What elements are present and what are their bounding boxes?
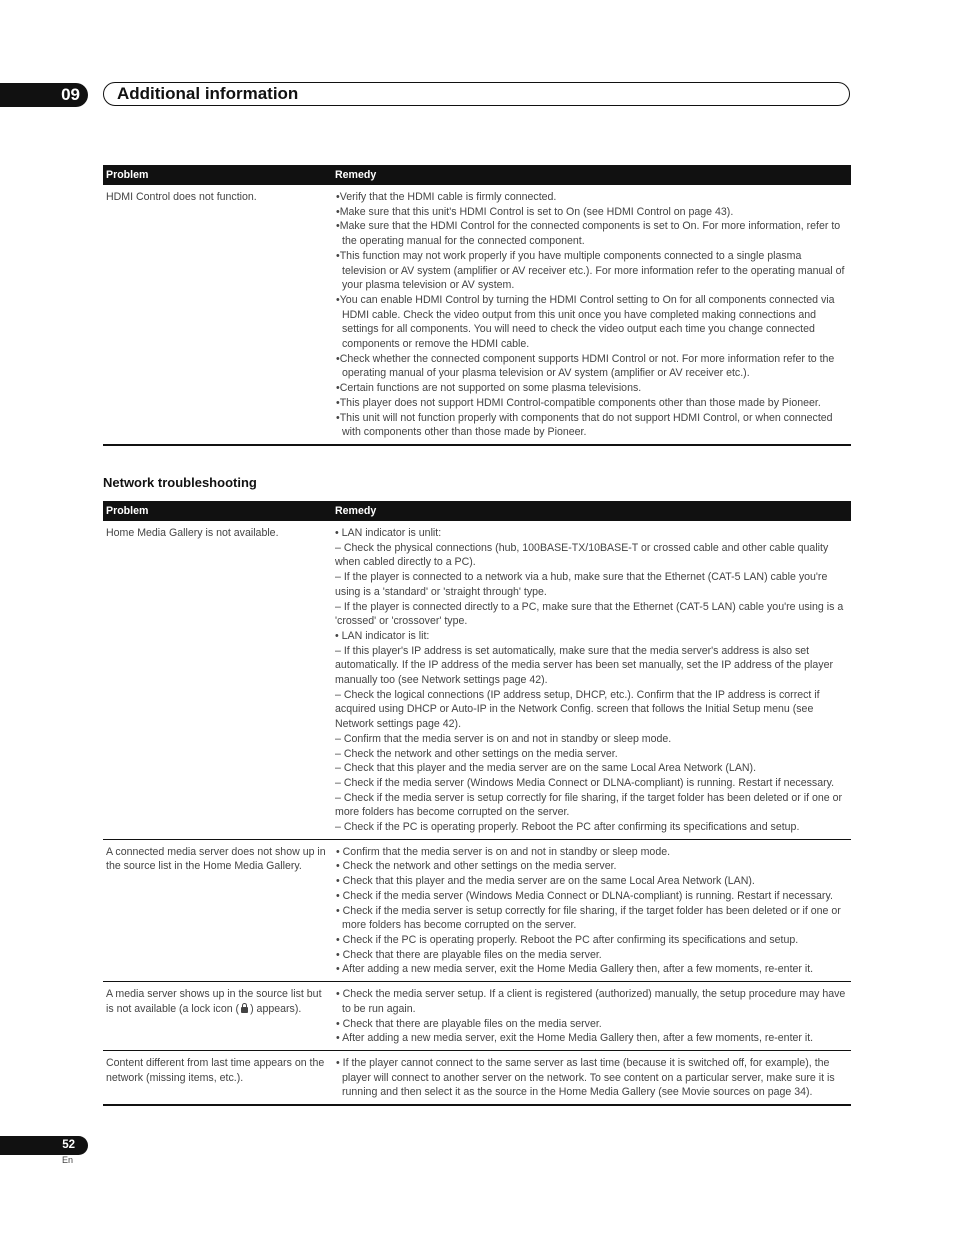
table-row: [103, 521, 851, 839]
remedy-column-header: Remedy: [332, 165, 851, 185]
chapter-tab: 09: [0, 83, 88, 107]
problem-cell: A connected media server does not show up in the source list in the Home Media Gallery.: [103, 839, 332, 981]
remedy-item: •Verify that the HDMI cable is firmly connected.: [336, 191, 557, 203]
problem-column-header: Problem: [103, 165, 332, 185]
table-row: [103, 1050, 851, 1105]
remedy-item: •Certain functions are not supported on some plasma televisions.: [336, 382, 642, 395]
remedy-item: – Confirm that the media server is on and not in standby or sleep mode.: [335, 732, 672, 745]
remedy-item: – Check if the PC is operating properly. Reboot the PC after confirming its specifications and setup.: [335, 821, 800, 834]
remedy-item: • Confirm that the media server is on and not in standby or sleep mode.: [336, 845, 671, 858]
remedy-item: • After adding a new media server, exit the Home Media Gallery then, after a few moments, re-enter it.: [336, 963, 814, 976]
remedy-item: •This function may not work properly if you have multiple components connected to a single plasma television or AV system (amplifier or AV receiver etc.). For more information refer to the operating manual of your plasma television or AV system.: [336, 249, 845, 292]
remedy-item: •Make sure that the HDMI Control for the connected components is set to On. For more information, refer to the operating manual for the connected component.: [336, 220, 841, 248]
problem-cell: Content different from last time appears on the network (missing items, etc.).: [103, 1050, 332, 1105]
problem-cell: HDMI Control does not function.: [103, 185, 332, 445]
table-row: [103, 839, 851, 981]
remedy-item: – If the player is connected directly to a PC, make sure that the Ethernet (CAT-5 LAN) cable you're using is a 'crossed' or 'crossover' type.: [335, 600, 844, 628]
remedy-item: – If this player's IP address is set automatically, make sure that the media server's address is also set automatically. If the IP address of the media server has been set manually, set the IP address of the player manually too (see Network settings page 42).: [335, 644, 833, 687]
lock-icon: [241, 1007, 248, 1013]
remedy-item: •You can enable HDMI Control by turning the HDMI Control setting to On for all components connected via HDMI cable. Check the video output from this unit once you have completed making connections and settings for all components. You will need to check the video output each time you change connected components or remove the HDMI cable.: [336, 293, 835, 351]
chapter-title: Additional information: [117, 84, 299, 103]
remedy-item: •This unit will not function properly with components that do not support HDMI Control, or when connected with components other than those made by Pioneer.: [336, 411, 833, 439]
remedy-item: • Check the network and other settings on the media server.: [336, 860, 617, 873]
remedy-item: – Check if the media server is setup correctly for file sharing, if the target folder has been deleted or if one or more folders has become corrupted on the server.: [335, 791, 842, 819]
table-row: [103, 982, 851, 1051]
problem-text: A media server shows up in the source list but is not available (a lock icon (: [106, 988, 322, 1015]
hdmi-troubleshooting-table: [103, 165, 851, 446]
remedy-cell: [332, 521, 851, 839]
remedy-cell: [332, 1050, 851, 1105]
page-number: 52: [0, 1136, 88, 1155]
problem-cell: [103, 982, 332, 1051]
remedy-item: – Check that this player and the media server are on the same Local Area Network (LAN).: [335, 762, 757, 775]
remedy-item: – Check the physical connections (hub, 100BASE-TX/10BASE-T or crossed cable and other cable quality when cabled directly to a PC).: [335, 541, 829, 569]
language-label: En: [62, 1155, 74, 1165]
remedy-item: • Check that this player and the media server are on the same Local Area Network (LAN).: [336, 875, 755, 888]
remedy-item: •This player does not support HDMI Control-compatible components other than those made by Pioneer.: [336, 396, 821, 409]
remedy-item: • LAN indicator is unlit:: [335, 527, 442, 539]
table-header-row: [103, 165, 851, 185]
problem-column-header: Problem: [103, 501, 332, 521]
chapter-title-bar: [103, 82, 850, 106]
remedy-item: • Check that there are playable files on the media server.: [336, 948, 602, 961]
remedy-column-header: Remedy: [332, 501, 851, 521]
remedy-cell: [332, 982, 851, 1051]
remedy-item: • After adding a new media server, exit the Home Media Gallery then, after a few moments, re-enter it.: [336, 1032, 814, 1045]
problem-text: ) appears).: [250, 1002, 302, 1015]
problem-cell: Home Media Gallery is not available.: [103, 521, 332, 839]
remedy-item: • Check that there are playable files on the media server.: [336, 1017, 602, 1030]
table-row: [103, 185, 851, 445]
remedy-item: •Check whether the connected component supports HDMI Control or not. For more information refer to the operating manual of your plasma television or AV system (amplifier or AV receiver etc.).: [336, 352, 835, 380]
remedy-item: – Check if the media server (Windows Media Connect or DLNA-compliant) is running. Restart if necessary.: [335, 776, 835, 789]
remedy-item: – Check the logical connections (IP address setup, DHCP, etc.). Confirm that the IP address is correct if acquired using DHCP or Auto-IP in the Network Config. screen that follows the Initial Setup menu (see Network settings page 42).: [335, 688, 820, 731]
remedy-item: •Make sure that this unit's HDMI Control is set to On (see HDMI Control on page 43).: [336, 205, 734, 218]
remedy-item: – If the player is connected to a network via a hub, make sure that the Ethernet (CAT-5 LAN) cable you're using is a 'standard' or 'straight through' type.: [335, 571, 828, 598]
remedy-item: • Check if the PC is operating properly. Reboot the PC after confirming its specifications and setup.: [336, 933, 799, 946]
remedy-item: • Check if the media server (Windows Media Connect or DLNA-compliant) is running. Restart if necessary.: [336, 889, 833, 902]
remedy-cell: [332, 839, 851, 981]
table-header-row: [103, 501, 851, 521]
remedy-item: • LAN indicator is lit:: [335, 629, 430, 642]
remedy-item: • Check the media server setup. If a client is registered (authorized) manually, the setup procedure may have to be run again.: [336, 988, 846, 1015]
remedy-cell: [332, 185, 851, 445]
remedy-item: – Check the network and other settings on the media server.: [335, 747, 618, 760]
section-heading: Network troubleshooting: [103, 475, 257, 490]
network-troubleshooting-table: [103, 501, 851, 1106]
remedy-item: • If the player cannot connect to the same server as last time (because it is switched off, for example), the player will connect to another server on the network. To see content on a particular server, make sure it is running and then select it as the source in the Home Media Gallery (see Movie sources on page 34).: [336, 1056, 835, 1099]
remedy-item: • Check if the media server is setup correctly for file sharing, if the target folder has been deleted or if one or more folders has become corrupted on the server.: [336, 904, 841, 932]
